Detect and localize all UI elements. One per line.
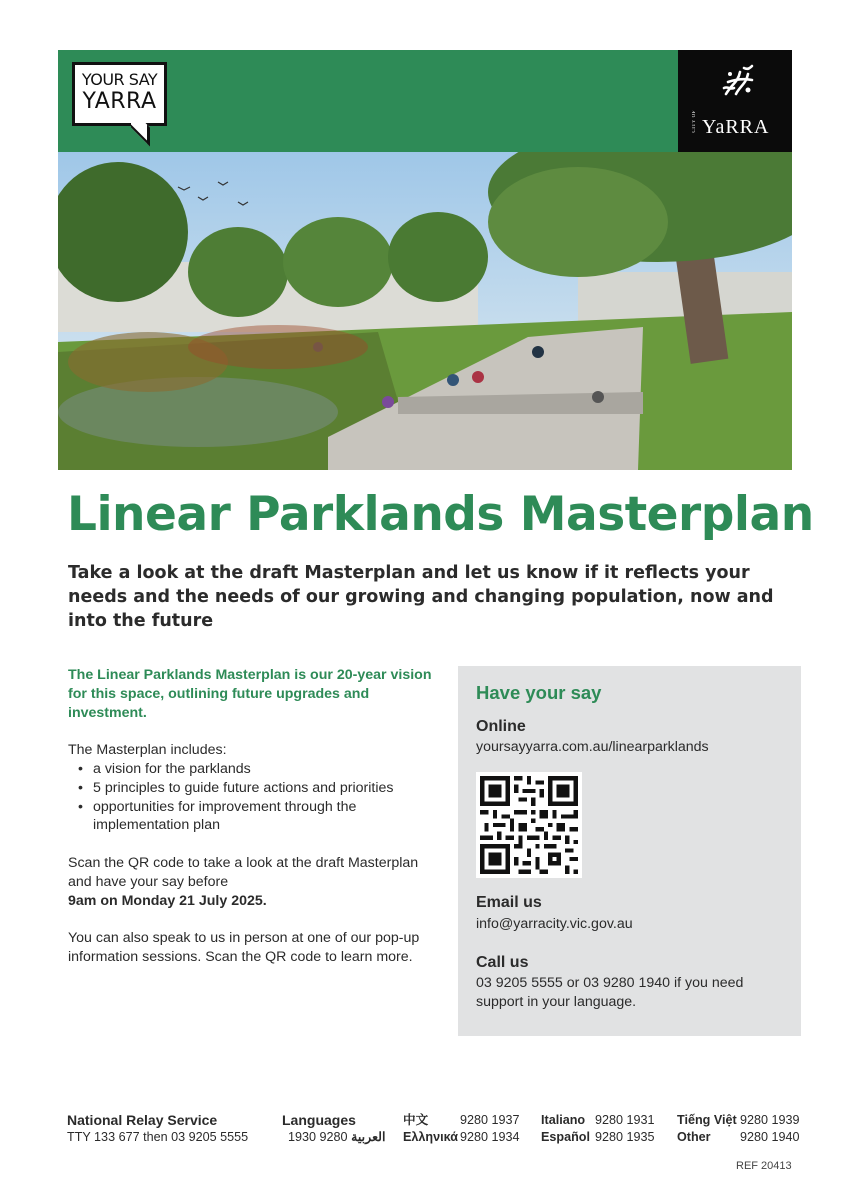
your-say-yarra-logo[interactable] [72, 62, 167, 126]
call-label: Call us [476, 954, 529, 971]
have-your-say-panel [458, 666, 801, 1036]
deadline-text: 9am on Monday 21 July 2025. [68, 892, 267, 909]
relay-text: TTY 133 677 then 03 9205 5555 [67, 1130, 249, 1144]
intro-text: The Linear Parklands Masterplan is our 20-year vision for this space, outlining future upgrades and investment. [68, 667, 432, 721]
park-illustration-icon [58, 152, 792, 470]
lang-viet-num: 9280 1939 [740, 1113, 800, 1127]
qr-code-icon [476, 772, 582, 878]
lang-spanish-num: 9280 1935 [595, 1130, 655, 1144]
left-column [68, 666, 438, 986]
logo-line2: YARRA [82, 89, 157, 114]
speak-text: You can also speak to us in person at one of our pop-up information sessions. Scan the QR code to learn more. [68, 930, 420, 965]
lang-italian-num: 9280 1931 [595, 1113, 655, 1127]
panel-title: Have your say [476, 682, 602, 703]
languages-block [282, 1112, 385, 1146]
city-name: YaRRA [702, 116, 770, 138]
email-label: Email us [476, 894, 542, 911]
scan-text: Scan the QR code to take a look at the draft Masterplan and have your say before [68, 854, 419, 890]
qr-code[interactable] [476, 772, 582, 878]
logo-line1: YOUR SAY [81, 70, 158, 89]
list-item: • 5 principles to guide future actions and priorities [68, 779, 438, 798]
lang-col-3 [677, 1112, 800, 1146]
email-link[interactable]: info@yarracity.vic.gov.au [476, 916, 633, 932]
lang-viet-name: Tiếng Việt [677, 1113, 737, 1127]
lang-other-name: Other [677, 1130, 711, 1144]
languages-label: Languages [282, 1112, 356, 1128]
lang-arabic-num: 9280 1930 [288, 1130, 348, 1144]
reference-number: REF 20413 [736, 1160, 792, 1172]
lang-spanish-name: Español [541, 1130, 590, 1144]
yarra-emblem-icon [718, 64, 758, 100]
includes-list [68, 760, 438, 835]
lang-col-1 [403, 1112, 520, 1146]
online-url-link[interactable]: yoursayyarra.com.au/linearparklands [476, 739, 709, 755]
lang-italian-name: Italiano [541, 1113, 586, 1127]
lang-chinese-name: 中文 [403, 1113, 429, 1127]
lang-greek-num: 9280 1934 [460, 1130, 520, 1144]
city-of-label: CITY OF [692, 110, 697, 133]
lang-greek-name: Ελληνικά [403, 1130, 458, 1144]
includes-heading: The Masterplan includes: [68, 742, 227, 759]
list-item: • a vision for the parklands [68, 760, 438, 779]
lang-arabic-name: العربية [351, 1130, 386, 1144]
page-title: Linear Parklands Masterplan [67, 487, 814, 542]
lang-chinese-num: 9280 1937 [460, 1113, 520, 1127]
city-of-yarra-logo[interactable] [678, 50, 792, 152]
relay-service-block [67, 1112, 248, 1146]
relay-label: National Relay Service [67, 1112, 218, 1128]
call-text: 03 9205 5555 or 03 9280 1940 if you need support in your language. [476, 975, 744, 1010]
scan-paragraph [68, 854, 438, 910]
subtitle: Take a look at the draft Masterplan and let us know if it reflects your needs and the needs of our growing and changing population, now and into the future [68, 563, 774, 631]
list-item: • opportunities for improvement through the implementation plan [68, 798, 438, 836]
lang-other-num: 9280 1940 [740, 1130, 800, 1144]
online-label: Online [476, 718, 526, 735]
hero-image [58, 152, 792, 470]
lang-col-2 [541, 1112, 655, 1146]
